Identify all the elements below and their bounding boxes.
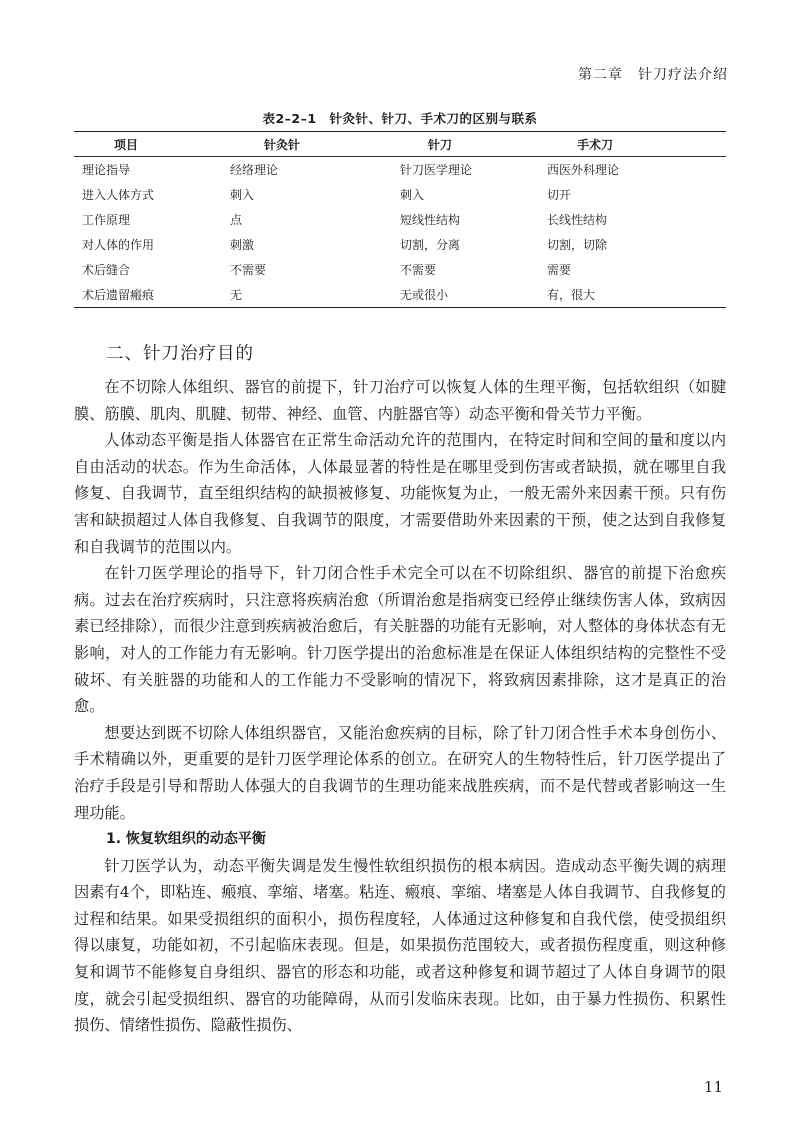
column-header-acupuncture-needle: 针灸针 [264,137,301,152]
table-cell: 西医外科理论 [547,163,620,177]
table-row [74,207,726,232]
table-cell: 切割，分离 [400,238,461,252]
table-cell: 术后缝合 [82,263,131,277]
column-header-item: 项目 [114,137,139,152]
table-cell: 刺入 [230,188,255,202]
paragraph: 针刀医学认为，动态平衡失调是发生慢性软组织损伤的根本病因。造成动态平衡失调的病理因素有4个，即粘连、瘢痕、挛缩、堵塞。粘连、瘢痕、挛缩、堵塞是人体自我调节、自我修复的过程和结果。如果受损组织的面积小，损伤程度轻，人体通过这种修复和自我代偿，使受损组织得以康复，功能如初，不引起临床表现。但是，如果损伤范围较大，或者损伤程度重，则这种修复和调节不能修复自身组织、器官的形态和功能，或者这种修复和调节超过了人体自身调节的限度，就会引起受损组织、器官的功能障碍，从而引发临床表现。比如，由于暴力性损伤、积累性损伤、情绪性损伤、隐蔽性损伤、 [74,856,726,1035]
table-cell: 不需要 [230,263,267,277]
paragraph: 在针刀医学理论的指导下，针刀闭合性手术完全可以在不切除组织、器官的前提下治愈疾病。过去在治疗疾病时，只注意将疾病治愈（所谓治愈是指病变已经停止继续伤害人体，致病因素已经排除），而很少注意到疾病被治愈后，有关脏器的功能有无影响，对人整体的身体状态有无影响，对人的工作能力有无影响。针刀医学提出的治愈标准是在保证人体组织结构的完整性不受破坏、有关脏器的功能和人的工作能力不受影响的情况下，将致病因素排除，这才是真正的治愈。 [74,564,726,716]
table-row [74,182,726,207]
paragraph: 在不切除人体组织、器官的前提下，针刀治疗可以恢复人体的生理平衡，包括软组织（如腱膜、筋膜、肌肉、肌腱、韧带、神经、血管、内脏器官等）动态平衡和骨关节力平衡。 [74,378,726,423]
table-cell: 经络理论 [230,163,279,177]
table-cell: 切割，切除 [547,238,608,252]
table-cell: 需要 [547,263,572,277]
table-cell: 术后遗留瘢痕 [82,288,155,302]
table-cell: 进入人体方式 [82,188,155,202]
table-cell: 刺入 [400,188,425,202]
table-cell: 无 [230,288,243,302]
table-cell: 无或很小 [400,288,449,302]
section-heading: 二、针刀治疗目的 [106,344,254,364]
table-row [74,157,726,182]
table-cell: 刺激 [230,238,255,252]
table-cell: 切开 [547,188,572,202]
table-row [74,257,726,282]
table-header-row [74,132,726,157]
table-row [74,282,726,307]
table-cell: 点 [230,213,243,227]
table-cell: 针刀医学理论 [400,163,473,177]
table-cell: 短线性结构 [400,213,461,227]
table-cell: 理论指导 [82,163,131,177]
running-header: 第二章 针刀疗法介绍 [578,67,728,83]
table-cell: 工作原理 [82,213,131,227]
paragraph: 人体动态平衡是指人体器官在正常生命活动允许的范围内，在特定时间和空间的量和度以内自由活动的状态。作为生命活体，人体最显著的特性是在哪里受到伤害或者缺损，就在哪里自我修复、自我调节，直至组织结构的缺损被修复、功能恢复为止，一般无需外来因素干预。只有伤害和缺损超过人体自我修复、自我调节的限度，才需要借助外来因素的干预，使之达到自我修复和自我调节的范围以内。 [74,431,726,556]
column-header-scalpel: 手术刀 [577,137,614,152]
page-number: 11 [703,1078,723,1096]
table-cell: 不需要 [400,263,437,277]
body-text [74,374,726,1039]
table-cell: 对人体的作用 [82,238,155,252]
table-row [74,232,726,257]
table-caption: 表2–2–1 针灸针、针刀、手术刀的区别与联系 [262,111,538,126]
table-cell: 长线性结构 [547,213,608,227]
subsection-heading: 1. 恢复软组织的动态平衡 [106,831,266,848]
column-header-needle-knife: 针刀 [428,137,453,152]
table-cell: 有，很大 [547,288,596,302]
comparison-table [74,131,726,308]
paragraph: 想要达到既不切除人体组织器官，又能治愈疾病的目标，除了针刀闭合性手术本身创伤小、手术精确以外，更重要的是针刀医学理论体系的创立。在研究人的生物特性后，针刀医学提出了治疗手段是引导和帮助人体强大的自我调节的生理功能来战胜疾病，而不是代替或者影响这一生理功能。 [74,723,726,822]
